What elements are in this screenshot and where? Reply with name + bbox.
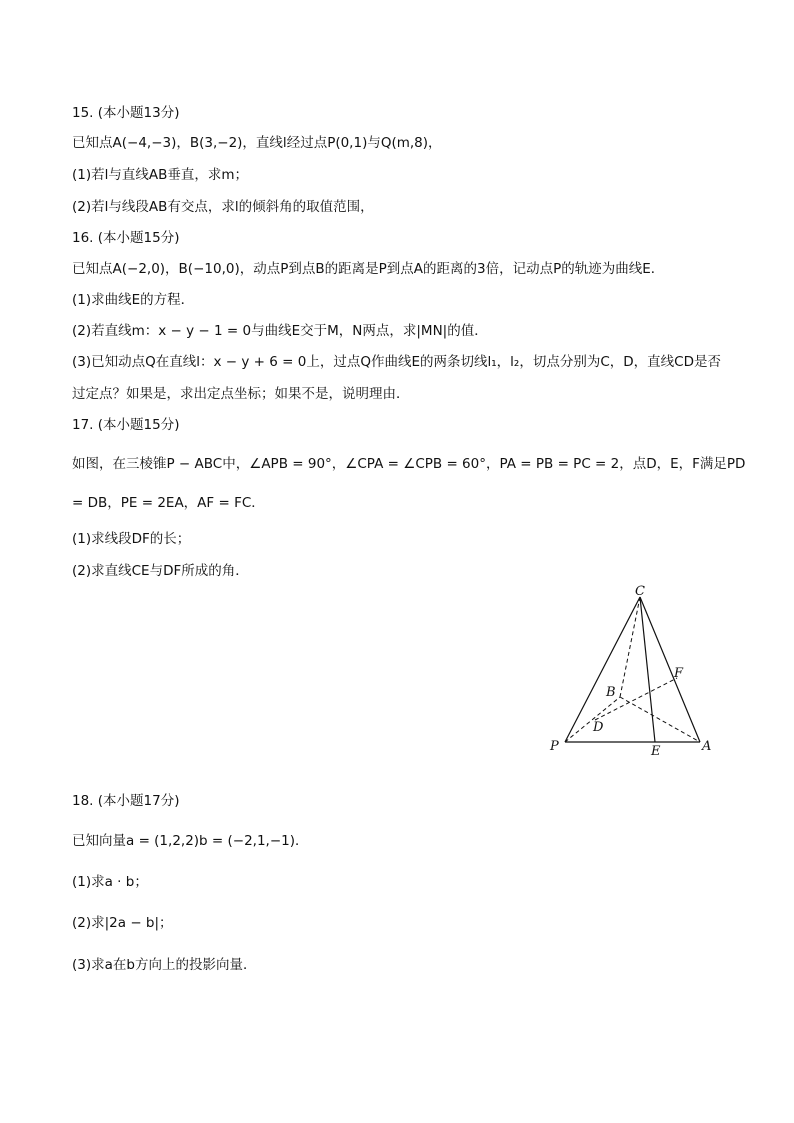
label-A: A (702, 739, 712, 754)
q15-part2: (2)若l与线段AB有交点，求l的倾斜角的取值范围， (72, 199, 374, 215)
label-B: B (606, 685, 616, 700)
label-C: C (635, 584, 645, 599)
q16-stem: 已知点A(−2,0)，B(−10,0)，动点P到点B的距离是P到点A的距离的3倍，记动点P的轨迹为曲线E． (72, 261, 665, 277)
edge-BA (620, 697, 700, 742)
label-F: F (674, 666, 684, 681)
q16-part2: (2)若直线m：x − y − 1 = 0与曲线E交于M，N两点，求|MN|的值． (72, 323, 488, 339)
segment-CE (640, 597, 655, 742)
edge-CB (620, 597, 640, 697)
q18-part1: (1)求a · b； (72, 874, 148, 890)
label-D: D (593, 720, 604, 735)
q17-header: 17. (本小题15分) (72, 417, 180, 433)
q17-stem-line2: = DB，PE = 2EA，AF = FC． (72, 495, 265, 511)
q15-stem: 已知点A(−4,−3)，B(3,−2)，直线l经过点P(0,1)与Q(m,8)， (72, 135, 442, 151)
edge-CA (640, 597, 700, 742)
q18-part2: (2)求|2a − b|； (72, 915, 173, 931)
q16-part3-line1: (3)已知动点Q在直线l：x − y + 6 = 0上，过点Q作曲线E的两条切线l₁，l₂，切点分别为C，D，直线CD是否 (72, 354, 721, 370)
tetrahedron-figure (545, 585, 725, 760)
q15-part1: (1)若l与直线AB垂直，求m； (72, 167, 249, 183)
q17-part2: (2)求直线CE与DF所成的角． (72, 563, 249, 579)
q16-part1: (1)求曲线E的方程． (72, 292, 195, 308)
q17-stem-line1: 如图，在三棱锥P − ABC中，∠APB = 90°，∠CPA = ∠CPB = 60°，PA = PB = PC = 2，点D，E，F满足PD (72, 456, 746, 472)
label-E: E (651, 744, 661, 759)
q16-header: 16. (本小题15分) (72, 230, 180, 246)
tetrahedron-diagram (545, 585, 725, 760)
q16-part3-line2: 过定点？如果是，求出定点坐标；如果不是，说明理由． (72, 386, 410, 402)
q15-header: 15. (本小题13分) (72, 105, 180, 121)
label-P: P (550, 739, 559, 754)
q17-part1: (1)求线段DF的长； (72, 531, 191, 547)
q18-part3: (3)求a在b方向上的投影向量． (72, 957, 257, 973)
q18-stem: 已知向量a = (1,2,2)b = (−2,1,−1)． (72, 833, 309, 849)
q18-header: 18. (本小题17分) (72, 793, 180, 809)
